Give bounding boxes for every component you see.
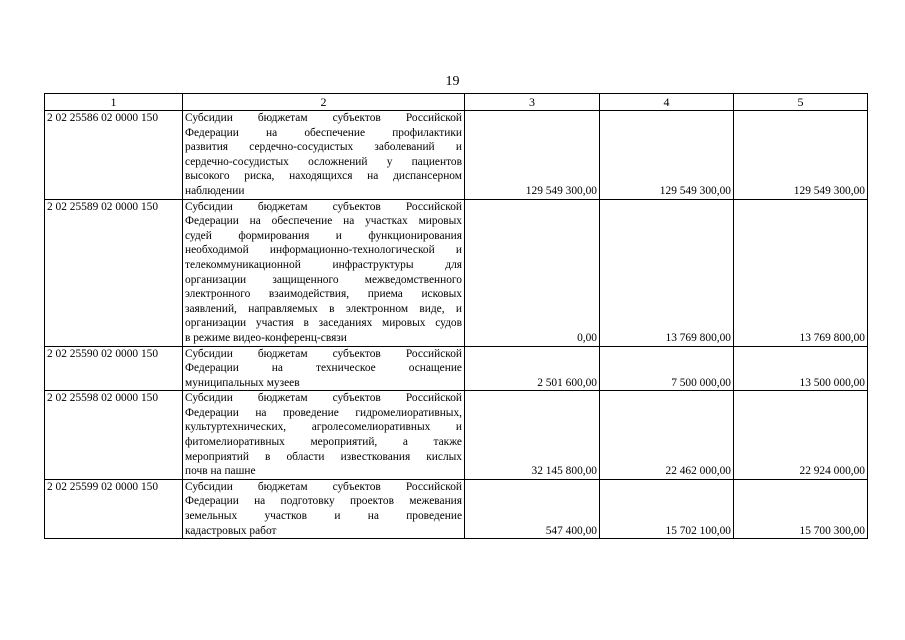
- subsidy-name-cell: [183, 391, 465, 480]
- column-header-3: 3: [465, 94, 600, 111]
- subsidy-name-line: организации защищенного межведомственного: [185, 273, 462, 286]
- amount-cell-5: 15 700 300,00: [734, 479, 868, 538]
- budget-code-cell: 2 02 25598 02 0000 150: [45, 391, 183, 480]
- subsidy-name-line: Федерации на проведение гидромелиоративных,: [185, 406, 462, 419]
- amount-cell-5: 129 549 300,00: [734, 111, 868, 200]
- amount-cell-4: 7 500 000,00: [600, 346, 734, 391]
- subsidy-name-line: Субсидии бюджетам субъектов Российской: [185, 112, 462, 124]
- subsidy-name-line: Федерации на обеспечение на участках мировых: [185, 215, 462, 228]
- amount-cell-4: 22 462 000,00: [600, 391, 734, 480]
- subsidy-name-line: наблюдении: [185, 184, 245, 197]
- subsidy-name-cell: [183, 199, 465, 346]
- amount-cell-3: 2 501 600,00: [465, 346, 600, 391]
- subsidy-name-line: земельных участков и на проведение: [185, 510, 462, 523]
- amount-cell-3: 129 549 300,00: [465, 111, 600, 200]
- column-header-4: 4: [600, 94, 734, 111]
- subsidy-name-cell: [183, 479, 465, 538]
- budget-table: [44, 93, 868, 539]
- subsidy-name-line: почв на пашне: [185, 465, 256, 478]
- amount-cell-4: 129 549 300,00: [600, 111, 734, 200]
- budget-code-cell: 2 02 25586 02 0000 150: [45, 111, 183, 200]
- subsidy-name-line: Федерации на техническое оснащение: [185, 362, 462, 375]
- header-row: [45, 94, 868, 111]
- subsidy-name-line: культуртехнических, агролесомелиоративных и: [185, 421, 462, 434]
- subsidy-name-line: Субсидии бюджетам субъектов Российской: [185, 392, 462, 405]
- subsidy-name-cell: [183, 346, 465, 391]
- budget-code-cell: 2 02 25590 02 0000 150: [45, 346, 183, 391]
- subsidy-name-line: фитомелиоративных мероприятий, а также: [185, 436, 462, 449]
- subsidy-name-line: кадастровых работ: [185, 524, 277, 537]
- amount-cell-3: 547 400,00: [465, 479, 600, 538]
- amount-cell-5: 22 924 000,00: [734, 391, 868, 480]
- table-row: [45, 479, 868, 538]
- amount-cell-5: 13 769 800,00: [734, 199, 868, 346]
- budget-code-cell: 2 02 25589 02 0000 150: [45, 199, 183, 346]
- column-header-2: 2: [183, 94, 465, 111]
- table-row: [45, 111, 868, 200]
- amount-cell-3: 0,00: [465, 199, 600, 346]
- table-header: [45, 94, 868, 111]
- page-number: 19: [445, 74, 460, 89]
- subsidy-name-line: необходимой информационно-технологической и: [185, 244, 462, 257]
- subsidy-name-line: телекоммуникационной инфраструктуры для: [185, 258, 462, 271]
- subsidy-name-line: в режиме видео-конференц-связи: [185, 331, 347, 344]
- subsidy-name-line: организации участия в заседаниях мировых судов: [185, 317, 462, 330]
- budget-code-cell: 2 02 25599 02 0000 150: [45, 479, 183, 538]
- subsidy-name-line: Субсидии бюджетам субъектов Российской: [185, 480, 462, 493]
- subsidy-name-line: электронного взаимодействия, приема исковых: [185, 288, 462, 301]
- table-body: [45, 111, 868, 539]
- subsidy-name-line: развития сердечно-сосудистых заболеваний и: [185, 141, 462, 154]
- table-row: [45, 346, 868, 391]
- subsidy-name-line: Субсидии бюджетам субъектов Российской: [185, 347, 462, 360]
- subsidy-name-line: Федерации на обеспечение профилактики: [185, 126, 462, 139]
- subsidy-name-line: судей формирования и функционирования: [185, 229, 462, 242]
- subsidy-name-line: Субсидии бюджетам субъектов Российской: [185, 200, 462, 213]
- amount-cell-5: 13 500 000,00: [734, 346, 868, 391]
- amount-cell-4: 15 702 100,00: [600, 479, 734, 538]
- subsidy-name-line: мероприятий в области известкования кислых: [185, 450, 462, 463]
- table-row: [45, 391, 868, 480]
- table-row: [45, 199, 868, 346]
- subsidy-name-cell: [183, 111, 465, 200]
- subsidy-name-line: высокого риска, находящихся на диспансерном: [185, 170, 462, 183]
- amount-cell-3: 32 145 800,00: [465, 391, 600, 480]
- column-header-1: 1: [45, 94, 183, 111]
- subsidy-name-line: заявлений, направляемых в электронном виде, и: [185, 302, 462, 315]
- amount-cell-4: 13 769 800,00: [600, 199, 734, 346]
- subsidy-name-line: муниципальных музеев: [185, 376, 300, 389]
- column-header-5: 5: [734, 94, 868, 111]
- subsidy-name-line: сердечно-сосудистых осложнений у пациентов: [185, 155, 462, 168]
- subsidy-name-line: Федерации на подготовку проектов межевания: [185, 495, 462, 508]
